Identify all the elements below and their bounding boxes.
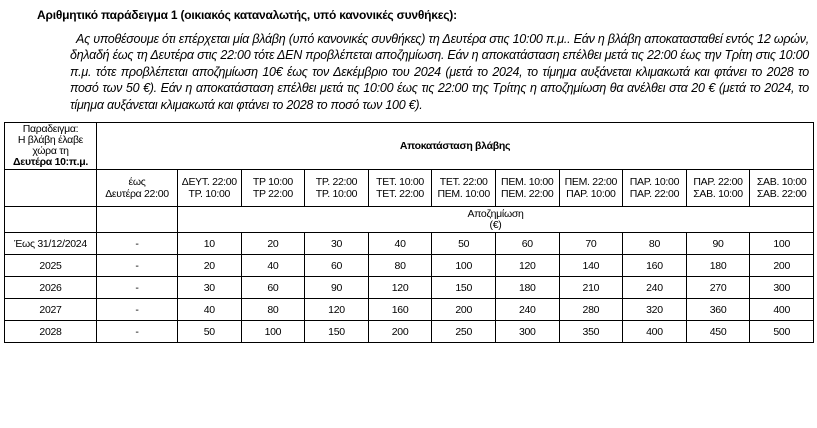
- interval-header: ΔΕΥΤ. 22:00 ΤΡ. 10:00: [178, 170, 242, 207]
- interval-header: ΠΑΡ. 22:00 ΣΑΒ. 10:00: [686, 170, 750, 207]
- value-cell: 60: [305, 255, 369, 277]
- value-cell: 210: [559, 277, 623, 299]
- value-cell: 80: [368, 255, 432, 277]
- interval-header: ΠΑΡ. 10:00 ΠΑΡ. 22:00: [623, 170, 687, 207]
- table-row: [5, 170, 814, 207]
- interval-header: ΣΑΒ. 10:00 ΣΑΒ. 22:00: [750, 170, 814, 207]
- table-row: [5, 321, 814, 343]
- corner-line: Παραδειγμα:: [22, 123, 79, 136]
- empty-cell: [5, 207, 97, 233]
- row-label: 2025: [5, 255, 97, 277]
- value-cell: 140: [559, 255, 623, 277]
- dash-cell: -: [97, 277, 178, 299]
- value-cell: 320: [623, 299, 687, 321]
- table-row: [5, 233, 814, 255]
- value-cell: 300: [750, 277, 814, 299]
- value-cell: 200: [368, 321, 432, 343]
- value-cell: 60: [495, 233, 559, 255]
- value-cell: 100: [241, 321, 305, 343]
- value-cell: 10: [178, 233, 242, 255]
- value-cell: 90: [686, 233, 750, 255]
- value-cell: 40: [368, 233, 432, 255]
- interval-header-until-monday: έως Δευτέρα 22:00: [97, 170, 178, 207]
- table-row: [5, 277, 814, 299]
- value-cell: 90: [305, 277, 369, 299]
- value-cell: 50: [178, 321, 242, 343]
- value-cell: 60: [241, 277, 305, 299]
- dash-cell: -: [97, 299, 178, 321]
- value-cell: 120: [495, 255, 559, 277]
- row-label: 2027: [5, 299, 97, 321]
- value-cell: 100: [432, 255, 496, 277]
- value-cell: 20: [178, 255, 242, 277]
- value-cell: 80: [623, 233, 687, 255]
- value-cell: 40: [178, 299, 242, 321]
- table-corner-note: [5, 123, 97, 170]
- row-label: 2028: [5, 321, 97, 343]
- value-cell: 100: [750, 233, 814, 255]
- compensation-header: Αποζημίωση (€): [178, 207, 814, 233]
- value-cell: 120: [368, 277, 432, 299]
- empty-cell: [5, 170, 97, 207]
- value-cell: 270: [686, 277, 750, 299]
- value-cell: 240: [623, 277, 687, 299]
- table-row: [5, 299, 814, 321]
- value-cell: 30: [305, 233, 369, 255]
- table-row: [5, 123, 814, 170]
- value-cell: 360: [686, 299, 750, 321]
- value-cell: 500: [750, 321, 814, 343]
- value-cell: 150: [305, 321, 369, 343]
- value-cell: 120: [305, 299, 369, 321]
- row-label: Έως 31/12/2024: [5, 233, 97, 255]
- table-row: [5, 207, 814, 233]
- value-cell: 400: [623, 321, 687, 343]
- interval-header: ΤΕΤ. 22:00 ΠΕΜ. 10:00: [432, 170, 496, 207]
- value-cell: 70: [559, 233, 623, 255]
- value-cell: 350: [559, 321, 623, 343]
- value-cell: 160: [623, 255, 687, 277]
- value-cell: 400: [750, 299, 814, 321]
- value-cell: 180: [686, 255, 750, 277]
- value-cell: 150: [432, 277, 496, 299]
- interval-header: ΤΡ 10:00 ΤΡ 22:00: [241, 170, 305, 207]
- example-description-paragraph: Ας υποθέσουμε ότι επέρχεται μία βλάβη (υπό κανονικές συνθήκες) τη Δευτέρα στις 10:00 π.μ.. Εάν η βλάβη αποκατασταθεί εντός 12 ωρών, δηλαδή έως τη Δευτέρα στις 22:00 τότε ΔΕΝ προβλέπεται αποζημίωση. Εάν η αποκατάσταση επέλθει μετά τις 22:00 έως την Τρίτη στις 10:00 π.μ. τότε προβλέπεται αποζημίωση 10€ έως τον Δεκέμβριο του 2024 (μετά το 2024, το τίμημα αυξάνεται κλιμακωτά και φτάνει το 2028 το ποσό των 50 €). Εάν η αποκατάσταση επέλθει μετά τις 10:00 έως τις 22:00 της Τρίτης η αποζημίωση θα ανέλθει στα 20 € (μετά το 2024, το τίμημα αυξάνεται κλιμακωτά και φτάνει το 2028 το ποσό των 100 €).: [70, 32, 809, 112]
- corner-line: Δευτέρα 10:π.μ.: [13, 156, 88, 169]
- value-cell: 50: [432, 233, 496, 255]
- value-cell: 160: [368, 299, 432, 321]
- row-label: 2026: [5, 277, 97, 299]
- table-main-header: Αποκατάσταση βλάβης: [97, 123, 814, 170]
- dash-cell: -: [97, 255, 178, 277]
- value-cell: 280: [559, 299, 623, 321]
- value-cell: 450: [686, 321, 750, 343]
- interval-header: ΤΡ. 22:00 ΤΡ. 10:00: [305, 170, 369, 207]
- interval-header: ΠΕΜ. 22:00 ΠΑΡ. 10:00: [559, 170, 623, 207]
- empty-cell: [97, 207, 178, 233]
- value-cell: 200: [432, 299, 496, 321]
- value-cell: 20: [241, 233, 305, 255]
- table-row: [5, 255, 814, 277]
- value-cell: 30: [178, 277, 242, 299]
- value-cell: 250: [432, 321, 496, 343]
- interval-header: ΠΕΜ. 10:00 ΠΕΜ. 22:00: [495, 170, 559, 207]
- corner-line: Η βλάβη έλαβε: [17, 134, 84, 147]
- corner-line: χώρα τη: [32, 145, 69, 158]
- value-cell: 180: [495, 277, 559, 299]
- value-cell: 80: [241, 299, 305, 321]
- compensation-table: [4, 122, 814, 343]
- value-cell: 240: [495, 299, 559, 321]
- value-cell: 40: [241, 255, 305, 277]
- value-cell: 200: [750, 255, 814, 277]
- dash-cell: -: [97, 233, 178, 255]
- dash-cell: -: [97, 321, 178, 343]
- interval-header: ΤΕΤ. 10:00 ΤΕΤ. 22:00: [368, 170, 432, 207]
- page-title: Αριθμητικό παράδειγμα 1 (οικιακός καταναλωτής, υπό κανονικές συνθήκες):: [37, 8, 457, 22]
- value-cell: 300: [495, 321, 559, 343]
